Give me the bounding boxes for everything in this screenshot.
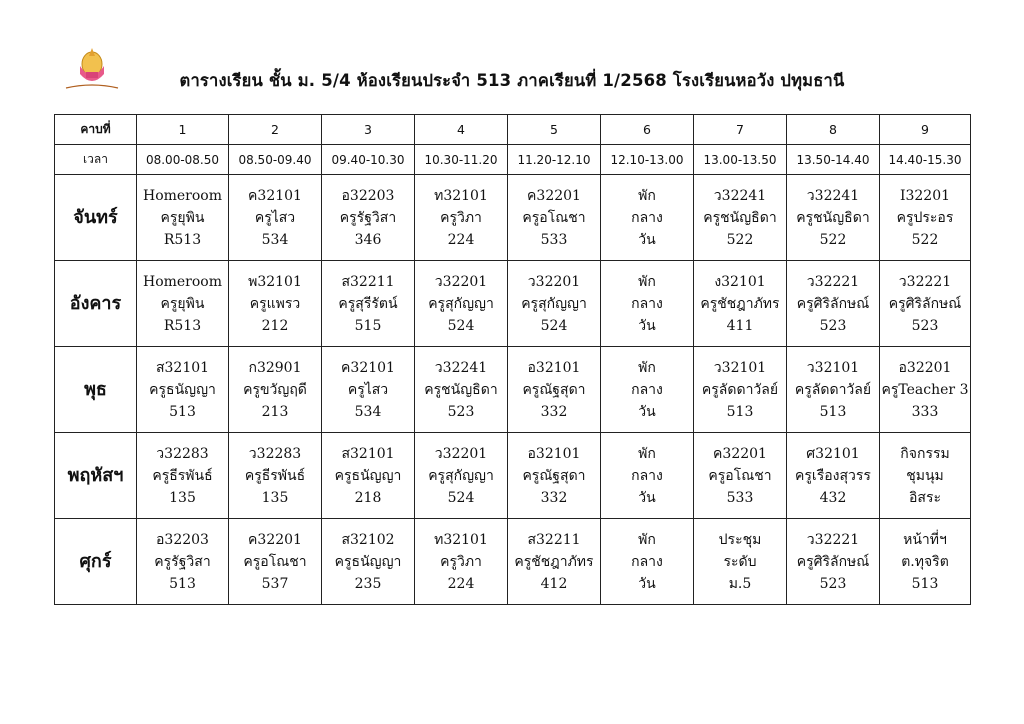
- class-cell: [137, 261, 229, 347]
- cell-line: 513: [169, 575, 196, 592]
- day-row: [55, 519, 971, 605]
- time-slot: 14.40-15.30: [880, 145, 971, 175]
- class-cell: [137, 433, 229, 519]
- cell-line: ชุมนุม: [906, 467, 944, 484]
- cell-line: อ32203: [341, 187, 395, 204]
- cell-line: 411: [726, 317, 754, 334]
- class-cell: [415, 261, 508, 347]
- cell-line: พัก: [638, 445, 656, 462]
- class-cell: [322, 175, 415, 261]
- cell-line: พ32101: [248, 273, 302, 290]
- class-cell: [880, 175, 971, 261]
- cell-line: ครูธนัญญา: [334, 467, 402, 484]
- period-number: 4: [415, 115, 508, 145]
- cell-line: 513: [819, 403, 847, 420]
- cell-line: อ32201: [898, 359, 952, 376]
- cell-line: กลาง: [631, 295, 663, 312]
- cell-line: 218: [354, 489, 382, 506]
- cell-line: ครูลัดดาวัลย์: [794, 381, 872, 398]
- class-cell: [508, 433, 601, 519]
- cell-line: Homeroom: [142, 187, 223, 204]
- cell-line: ส32101: [155, 359, 210, 376]
- cell-line: ส32211: [341, 273, 395, 290]
- cell-line: ครูTeacher 3: [881, 381, 969, 398]
- cell-line: 135: [261, 489, 289, 506]
- time-slot: 08.00-08.50: [137, 145, 229, 175]
- class-cell: [137, 175, 229, 261]
- cell-line: 412: [540, 575, 568, 592]
- cell-line: ครูสุกัญญา: [428, 295, 494, 312]
- class-cell: [508, 261, 601, 347]
- period-number: 1: [137, 115, 229, 145]
- class-cell: [787, 433, 880, 519]
- cell-line: วัน: [638, 489, 656, 506]
- cell-line: ส32211: [527, 531, 581, 548]
- cell-line: วัน: [638, 231, 656, 248]
- cell-line: ว32241: [713, 187, 767, 204]
- class-cell: [694, 175, 787, 261]
- cell-line: ครูธนัญญา: [334, 553, 402, 570]
- cell-line: ว32283: [156, 445, 209, 462]
- cell-line: 522: [911, 231, 939, 248]
- cell-line: ว32241: [806, 187, 860, 204]
- period-number: 9: [880, 115, 971, 145]
- period-header-row: [55, 115, 971, 145]
- day-row: [55, 433, 971, 519]
- cell-line: ง32101: [714, 273, 766, 290]
- cell-line: ว32101: [713, 359, 767, 376]
- cell-line: ครูศิริลักษณ์: [888, 295, 962, 312]
- cell-line: วัน: [638, 575, 656, 592]
- period-number: 5: [508, 115, 601, 145]
- cell-line: อิสระ: [909, 489, 941, 506]
- cell-line: 213: [261, 403, 289, 420]
- cell-line: พัก: [638, 273, 656, 290]
- class-cell: [137, 519, 229, 605]
- cell-line: ส32101: [341, 445, 395, 462]
- class-cell: [787, 175, 880, 261]
- cell-line: ว32221: [806, 531, 860, 548]
- cell-line: ครูรัฐวิสา: [339, 209, 397, 226]
- class-cell: [229, 347, 322, 433]
- cell-line: ครูแพรว: [249, 295, 301, 312]
- cell-line: 523: [819, 575, 847, 592]
- cell-line: ค32201: [713, 445, 767, 462]
- cell-line: ท32101: [434, 187, 488, 204]
- class-cell: [880, 519, 971, 605]
- class-cell: [601, 261, 694, 347]
- cell-line: ครูชัชฎาภัทร: [700, 295, 780, 312]
- cell-line: I32201: [899, 187, 951, 204]
- class-cell: [880, 433, 971, 519]
- class-cell: [694, 347, 787, 433]
- cell-line: กลาง: [631, 467, 663, 484]
- class-cell: [229, 175, 322, 261]
- cell-line: 513: [169, 403, 196, 420]
- cell-line: วัน: [638, 317, 656, 334]
- class-cell: [415, 175, 508, 261]
- cell-line: ก32901: [248, 359, 302, 376]
- cell-line: ครูสุกัญญา: [521, 295, 587, 312]
- cell-line: ประชุม: [718, 531, 762, 548]
- cell-line: 332: [540, 403, 568, 420]
- time-label: เวลา: [55, 145, 137, 175]
- class-cell: [787, 347, 880, 433]
- cell-line: R513: [163, 231, 202, 248]
- cell-line: R513: [163, 317, 202, 334]
- cell-line: ว32283: [248, 445, 302, 462]
- cell-line: ครูยุพิน: [160, 209, 205, 226]
- cell-line: Homeroom: [142, 273, 223, 290]
- class-cell: [415, 433, 508, 519]
- timetable: [54, 114, 971, 605]
- cell-line: ครูประอร: [896, 209, 954, 226]
- page-title: ตารางเรียน ชั้น ม. 5/4 ห้องเรียนประจำ 513 ภาคเรียนที่ 1/2568 โรงเรียนหอวัง ปทุมธานี: [179, 71, 845, 90]
- cell-line: 212: [261, 317, 289, 334]
- cell-line: ครูยุพิน: [160, 295, 205, 312]
- time-slot: 08.50-09.40: [229, 145, 322, 175]
- cell-line: กลาง: [631, 553, 663, 570]
- cell-line: อ32203: [156, 531, 209, 548]
- cell-line: ระดับ: [723, 553, 757, 570]
- time-slot: 09.40-10.30: [322, 145, 415, 175]
- cell-line: ครูไสว: [347, 381, 389, 398]
- cell-line: พัก: [638, 187, 656, 204]
- class-cell: [787, 261, 880, 347]
- cell-line: ครูชัชฎาภัทร: [514, 553, 594, 570]
- day-name: พฤหัสฯ: [55, 433, 137, 519]
- cell-line: วัน: [638, 403, 656, 420]
- cell-line: ครูเรืองสุวรร: [795, 467, 871, 484]
- class-cell: [880, 261, 971, 347]
- period-number: 6: [601, 115, 694, 145]
- cell-line: ครูชนัญธิดา: [703, 209, 777, 226]
- cell-line: 523: [819, 317, 847, 334]
- cell-line: 522: [819, 231, 847, 248]
- period-number: 3: [322, 115, 415, 145]
- cell-line: ครูณัฐสุดา: [522, 467, 586, 484]
- cell-line: อ32101: [527, 359, 581, 376]
- class-cell: [601, 519, 694, 605]
- class-cell: [415, 347, 508, 433]
- cell-line: ค32101: [248, 187, 302, 204]
- cell-line: กลาง: [631, 209, 663, 226]
- class-cell: [601, 347, 694, 433]
- class-cell: [787, 519, 880, 605]
- period-number: 2: [229, 115, 322, 145]
- class-cell: [229, 519, 322, 605]
- time-row: [55, 145, 971, 175]
- cell-line: 333: [911, 403, 939, 420]
- cell-line: ว32201: [434, 273, 488, 290]
- cell-line: 533: [540, 231, 568, 248]
- cell-line: 524: [540, 317, 568, 334]
- class-cell: [880, 347, 971, 433]
- cell-line: ครูขวัญฤดี: [243, 381, 307, 398]
- cell-line: ครูชนัญธิดา: [424, 381, 498, 398]
- cell-line: 346: [354, 231, 382, 248]
- cell-line: ว32241: [434, 359, 488, 376]
- cell-line: ค32201: [527, 187, 581, 204]
- class-cell: [322, 261, 415, 347]
- cell-line: ครูศิริลักษณ์: [796, 553, 870, 570]
- cell-line: 524: [447, 489, 475, 506]
- cell-line: ว32201: [527, 273, 581, 290]
- cell-line: ครูวิภา: [440, 553, 482, 570]
- class-cell: [508, 519, 601, 605]
- class-cell: [508, 347, 601, 433]
- cell-line: ครูรัฐวิสา: [154, 553, 211, 570]
- cell-line: ครูณัฐสุดา: [522, 381, 586, 398]
- class-cell: [322, 519, 415, 605]
- day-row: [55, 347, 971, 433]
- class-cell: [322, 433, 415, 519]
- cell-line: ครูลัดดาวัลย์: [701, 381, 779, 398]
- class-cell: [322, 347, 415, 433]
- cell-line: 523: [911, 317, 939, 334]
- cell-line: ค32101: [341, 359, 395, 376]
- class-cell: [694, 261, 787, 347]
- period-number: 8: [787, 115, 880, 145]
- cell-line: พัก: [638, 531, 656, 548]
- day-name: ศุกร์: [55, 519, 137, 605]
- class-cell: [694, 519, 787, 605]
- cell-line: ว32221: [898, 273, 952, 290]
- class-cell: [601, 175, 694, 261]
- time-slot: 10.30-11.20: [415, 145, 508, 175]
- cell-line: ครูธีรพันธ์: [244, 467, 306, 484]
- class-cell: [229, 433, 322, 519]
- time-slot: 13.50-14.40: [787, 145, 880, 175]
- cell-line: ท32101: [434, 531, 488, 548]
- cell-line: ส32102: [341, 531, 395, 548]
- cell-line: ครูอโณชา: [522, 209, 586, 226]
- cell-line: ครูไสว: [254, 209, 296, 226]
- time-slot: 11.20-12.10: [508, 145, 601, 175]
- cell-line: ครูธนัญญา: [149, 381, 216, 398]
- day-name: จันทร์: [55, 175, 137, 261]
- cell-line: พัก: [638, 359, 656, 376]
- cell-line: ว32221: [806, 273, 860, 290]
- cell-line: ต.ทุจริต: [901, 553, 949, 570]
- cell-line: 513: [911, 575, 939, 592]
- cell-line: 513: [726, 403, 754, 420]
- cell-line: 235: [354, 575, 382, 592]
- cell-line: 224: [447, 575, 475, 592]
- cell-line: ครูวิภา: [440, 209, 482, 226]
- cell-line: กลาง: [631, 381, 663, 398]
- period-number: 7: [694, 115, 787, 145]
- class-cell: [508, 175, 601, 261]
- day-name: อังคาร: [55, 261, 137, 347]
- class-cell: [415, 519, 508, 605]
- cell-line: กิจกรรม: [900, 445, 950, 462]
- time-slot: 12.10-13.00: [601, 145, 694, 175]
- class-cell: [137, 347, 229, 433]
- cell-line: หน้าที่ฯ: [903, 531, 947, 548]
- cell-line: ครูชนัญธิดา: [796, 209, 870, 226]
- period-label: คาบที่: [55, 115, 137, 145]
- cell-line: 522: [726, 231, 754, 248]
- cell-line: ว32201: [434, 445, 488, 462]
- cell-line: 224: [447, 231, 475, 248]
- cell-line: ศ32101: [806, 445, 860, 462]
- class-cell: [229, 261, 322, 347]
- cell-line: ม.5: [728, 575, 752, 592]
- cell-line: 432: [819, 489, 847, 506]
- cell-line: ครูสุรีรัตน์: [338, 295, 398, 312]
- day-row: [55, 261, 971, 347]
- day-name: พุธ: [55, 347, 137, 433]
- time-slot: 13.00-13.50: [694, 145, 787, 175]
- cell-line: ครูอโณชา: [243, 553, 307, 570]
- cell-line: ครูศิริลักษณ์: [796, 295, 870, 312]
- cell-line: 515: [354, 317, 382, 334]
- cell-line: 534: [354, 403, 382, 420]
- cell-line: 534: [261, 231, 289, 248]
- cell-line: 524: [447, 317, 475, 334]
- class-cell: [694, 433, 787, 519]
- class-cell: [601, 433, 694, 519]
- day-row: [55, 175, 971, 261]
- cell-line: ครูสุกัญญา: [428, 467, 494, 484]
- cell-line: ครูอโณชา: [708, 467, 772, 484]
- cell-line: 332: [540, 489, 568, 506]
- cell-line: อ32101: [527, 445, 581, 462]
- cell-line: 135: [169, 489, 196, 506]
- cell-line: 537: [261, 575, 289, 592]
- cell-line: 533: [726, 489, 754, 506]
- cell-line: ว32101: [806, 359, 860, 376]
- cell-line: ครูธีรพันธ์: [152, 467, 213, 484]
- cell-line: 523: [447, 403, 475, 420]
- cell-line: ค32201: [248, 531, 302, 548]
